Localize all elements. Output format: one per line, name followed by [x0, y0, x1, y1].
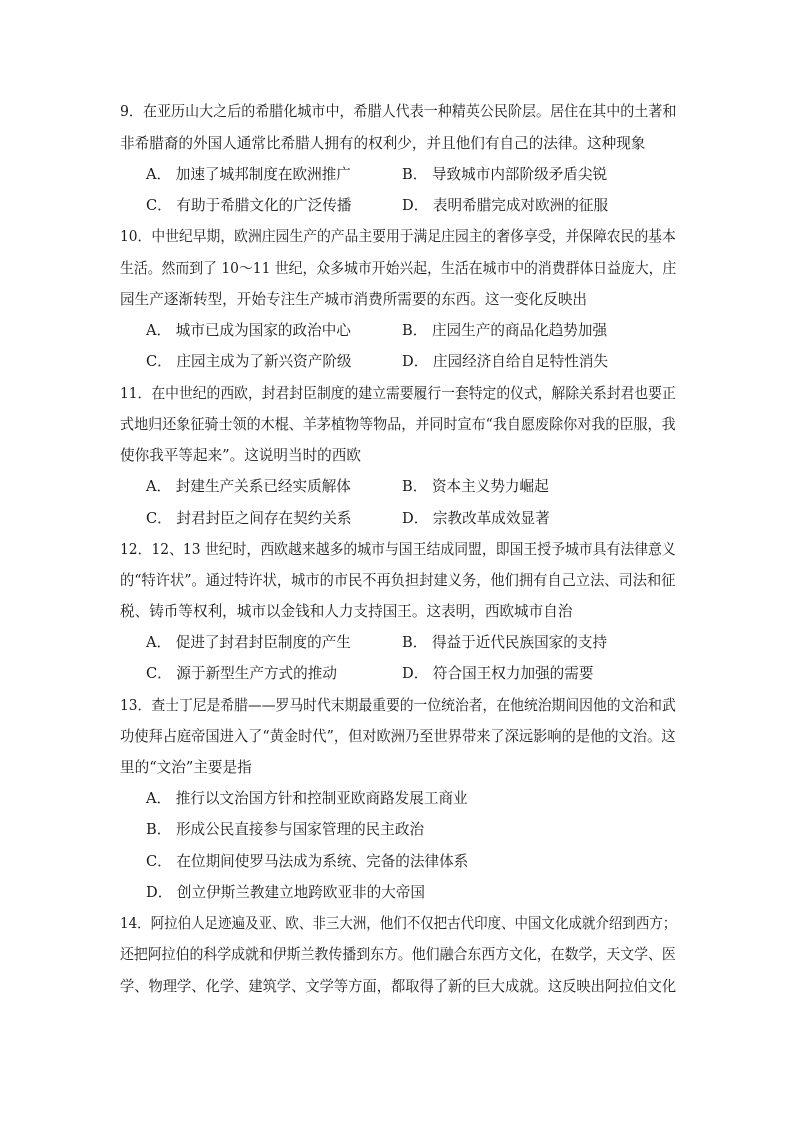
question-13-stem-line-3: 里的“文治”主要是指	[120, 759, 252, 776]
question-11-option-d: D． 宗教改革成效显著	[402, 510, 550, 527]
question-13-option-d: D． 创立伊斯兰教建立地跨欧亚非的大帝国	[146, 884, 426, 901]
question-12-option-c: C． 源于新型生产方式的推动	[146, 665, 337, 682]
question-10-option-a: A． 城市已成为国家的政治中心	[146, 322, 351, 339]
question-11-option-c: C． 封君封臣之间存在契约关系	[146, 510, 352, 527]
question-13-stem-line-1: 13．查士丁尼是希腊——罗马时代末期最重要的一位统治者，在他统治期间因他的文治和武	[120, 697, 676, 714]
question-10-option-d: D． 庄园经济自给自足特性消失	[402, 353, 609, 370]
question-12-stem-line-2: 的“特许状”。通过特许状，城市的市民不再负担封建义务，他们拥有自己立法、司法和征	[120, 572, 676, 589]
question-12-stem-line-1: 12．12、13 世纪时，西欧越来越多的城市与国王结成同盟，即国王授予城市具有法律意义	[120, 541, 676, 558]
question-10-stem-line-1: 10．中世纪早期，欧洲庄园生产的产品主要用于满足庄园主的奢侈享受，并保障农民的基本	[120, 228, 676, 245]
question-9-option-d: D． 表明希腊完成对欧洲的征服	[402, 197, 609, 214]
question-12-option-d: D． 符合国王权力加强的需要	[402, 665, 594, 682]
question-10-option-b: B． 庄园生产的商品化趋势加强	[402, 322, 608, 339]
question-12-option-b: B． 得益于近代民族国家的支持	[402, 634, 608, 651]
question-9-option-a: A． 加速了城邦制度在欧洲推广	[146, 166, 351, 183]
question-11-stem-line-2: 式地归还象征骑士领的木棍、羊茅植物等物品，并同时宣布“我自愿废除你对我的臣服，我	[120, 416, 676, 433]
question-13-option-c: C． 在位期间使罗马法成为系统、完备的法律体系	[146, 853, 469, 870]
question-9-option-c: C． 有助于希腊文化的广泛传播	[146, 197, 352, 214]
question-11-option-a: A． 封建生产关系已经实质解体	[146, 478, 351, 495]
question-9-stem-line-2: 非希腊裔的外国人通常比希腊人拥有的权利少，并且他们有自己的法律。这种现象	[120, 135, 646, 152]
question-10-stem-line-3: 园生产逐渐转型，开始专注生产城市消费所需要的东西。这一变化反映出	[120, 291, 588, 308]
question-9-stem-line-1: 9．在亚历山大之后的希腊化城市中，希腊人代表一种精英公民阶层。居住在其中的土著和	[120, 103, 677, 120]
question-12-option-a: A． 促进了封君封臣制度的产生	[146, 634, 351, 651]
question-12-stem-line-3: 税、铸币等权利，城市以金钱和人力支持国王。这表明，西欧城市自治	[120, 603, 573, 620]
question-11-option-b: B． 资本主义势力崛起	[402, 478, 549, 495]
question-14-stem-line-1: 14．阿拉伯人足迹遍及亚、欧、非三大洲，他们不仅把古代印度、中国文化成就介绍到西方；	[120, 915, 677, 932]
question-14-stem-line-3: 学、物理学、化学、建筑学、文学等方面，都取得了新的巨大成就。这反映出阿拉伯文化	[120, 978, 677, 995]
question-10-stem-line-2: 生活。然而到了 10～11 世纪，众多城市开始兴起，生活在城市中的消费群体日益庞大，庄	[120, 260, 677, 277]
question-13-option-a: A． 推行以文治国方针和控制亚欧商路发展工商业	[146, 790, 468, 807]
question-11-stem-line-1: 11．在中世纪的西欧，封君封臣制度的建立需要履行一套特定的仪式，解除关系封君也要正	[120, 385, 676, 402]
question-14-stem-line-2: 还把阿拉伯的科学成就和伊斯兰教传播到东方。他们融合东西方文化，在数学，天文学、医	[120, 946, 676, 963]
question-13-stem-line-2: 功使拜占庭帝国进入了“黄金时代”，但对欧洲乃至世界带来了深远影响的是他的文治。这	[120, 728, 676, 745]
question-9-option-b: B． 导致城市内部阶级矛盾尖锐	[402, 166, 608, 183]
question-13-option-b: B． 形成公民直接参与国家管理的民主政治	[146, 821, 425, 838]
question-10-option-c: C． 庄园主成为了新兴资产阶级	[146, 353, 352, 370]
question-11-stem-line-3: 使你我平等起来”。这说明当时的西欧	[120, 447, 361, 464]
